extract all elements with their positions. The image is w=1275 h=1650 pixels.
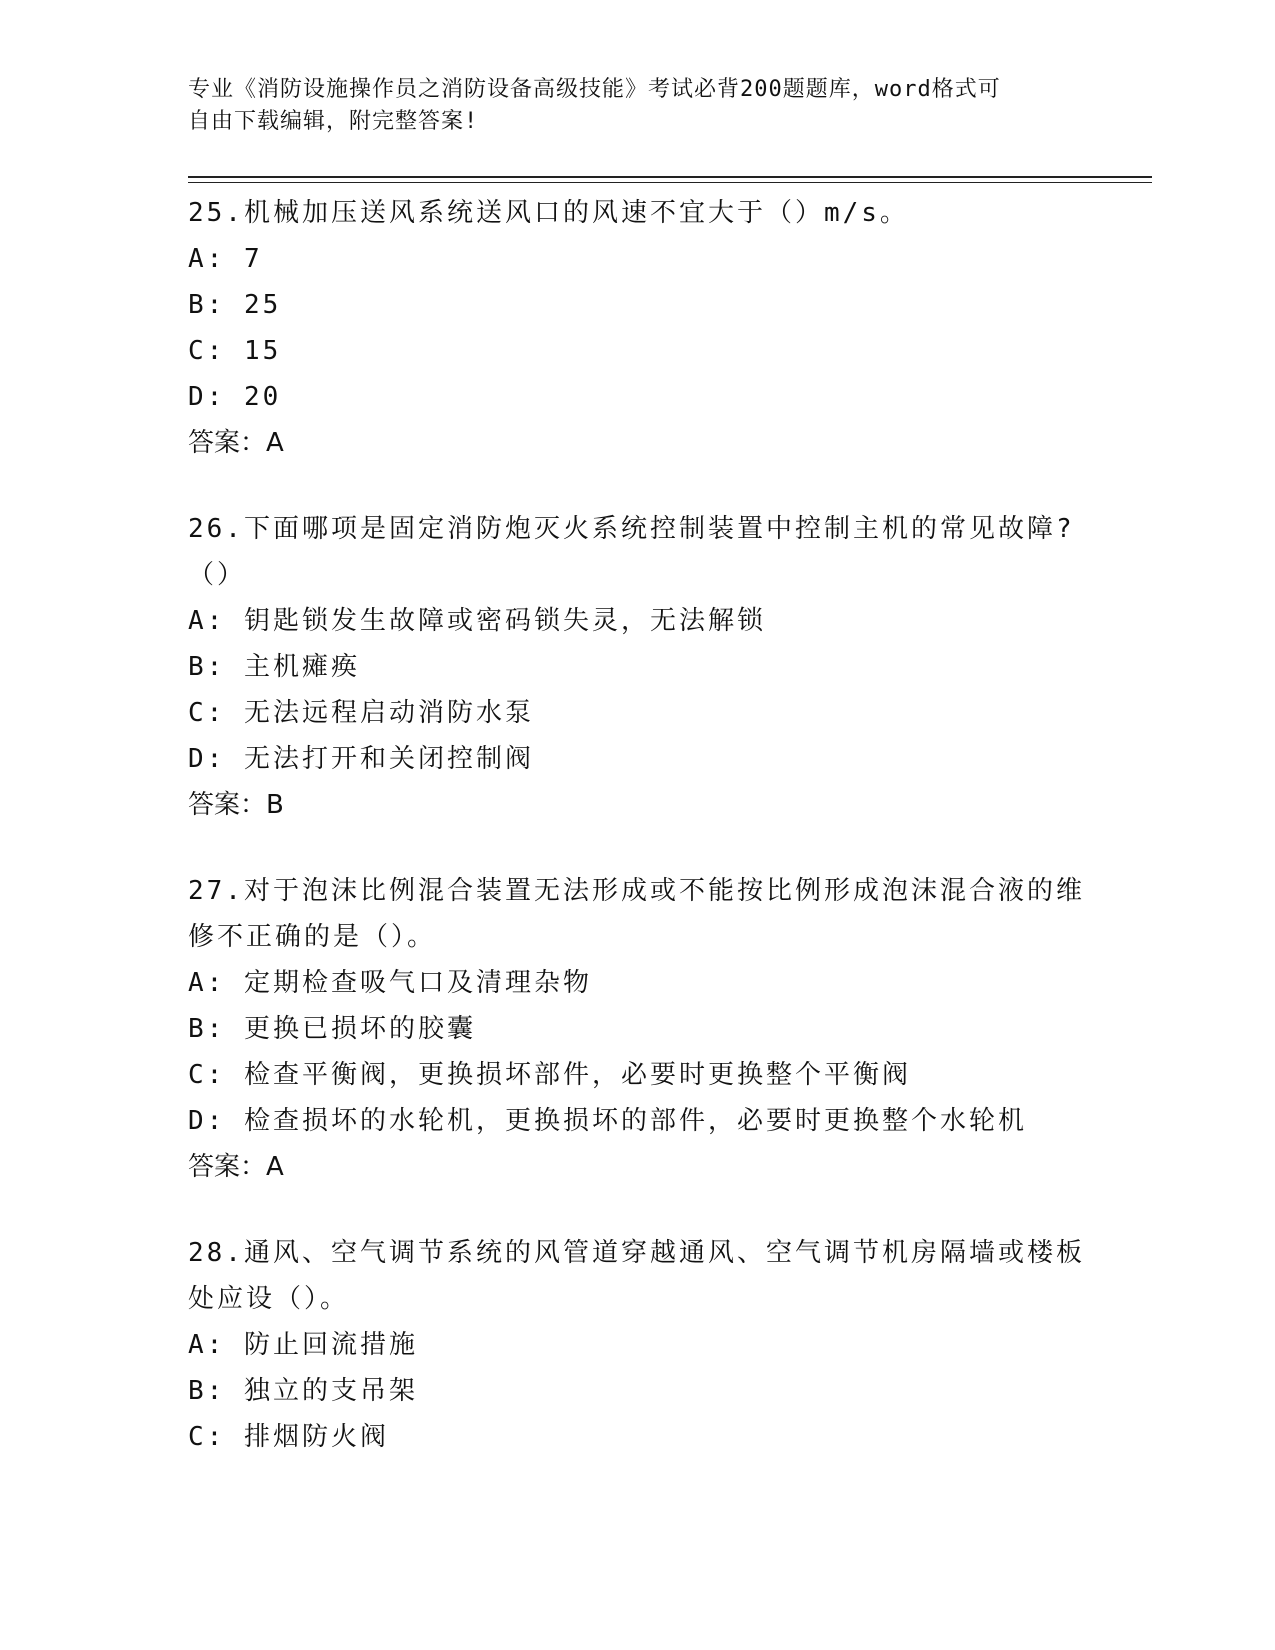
option-c: C: 排烟防火阀 bbox=[188, 1422, 389, 1452]
answer: 答案：B bbox=[188, 790, 284, 820]
option-c: C: 15 bbox=[188, 336, 282, 366]
question-27 bbox=[188, 868, 1088, 1190]
option-b: B: 主机瘫痪 bbox=[188, 652, 360, 682]
question-list bbox=[188, 190, 1088, 1500]
option-c: C: 检查平衡阀，更换损坏部件，必要时更换整个平衡阀 bbox=[188, 1060, 911, 1090]
option-d: D: 检查损坏的水轮机，更换损坏的部件，必要时更换整个水轮机 bbox=[188, 1106, 1027, 1136]
option-a: A: 定期检查吸气口及清理杂物 bbox=[188, 968, 592, 998]
option-a: A: 7 bbox=[188, 244, 263, 274]
option-c: C: 无法远程启动消防水泵 bbox=[188, 698, 534, 728]
option-d: D: 无法打开和关闭控制阀 bbox=[188, 744, 534, 774]
header-line-2: 自由下载编辑，附完整答案! bbox=[188, 109, 479, 134]
question-stem: 25.机械加压送风系统送风口的风速不宜大于（）m/s。 bbox=[188, 198, 909, 228]
answer: 答案：A bbox=[188, 1152, 284, 1182]
question-stem: 27.对于泡沫比例混合装置无法形成或不能按比例形成泡沫混合液的维修不正确的是（）。 bbox=[188, 876, 1085, 952]
question-stem: 28.通风、空气调节系统的风管道穿越通风、空气调节机房隔墙或楼板处应设（）。 bbox=[188, 1238, 1085, 1314]
document-header bbox=[188, 74, 1088, 138]
header-divider-thin bbox=[188, 182, 1152, 183]
header-line-1: 专业《消防设施操作员之消防设备高级技能》考试必背200题题库，word格式可 bbox=[188, 77, 1001, 102]
option-d: D: 20 bbox=[188, 382, 282, 412]
answer: 答案：A bbox=[188, 428, 284, 458]
question-25 bbox=[188, 190, 1088, 466]
question-26 bbox=[188, 506, 1088, 828]
question-28 bbox=[188, 1230, 1088, 1460]
option-a: A: 钥匙锁发生故障或密码锁失灵，无法解锁 bbox=[188, 606, 766, 636]
option-a: A: 防止回流措施 bbox=[188, 1330, 418, 1360]
option-b: B: 更换已损坏的胶囊 bbox=[188, 1014, 476, 1044]
header-divider-thick bbox=[188, 176, 1152, 178]
option-b: B: 25 bbox=[188, 290, 282, 320]
option-b: B: 独立的支吊架 bbox=[188, 1376, 418, 1406]
question-stem: 26.下面哪项是固定消防炮灭火系统控制装置中控制主机的常见故障?（） bbox=[188, 514, 1075, 590]
